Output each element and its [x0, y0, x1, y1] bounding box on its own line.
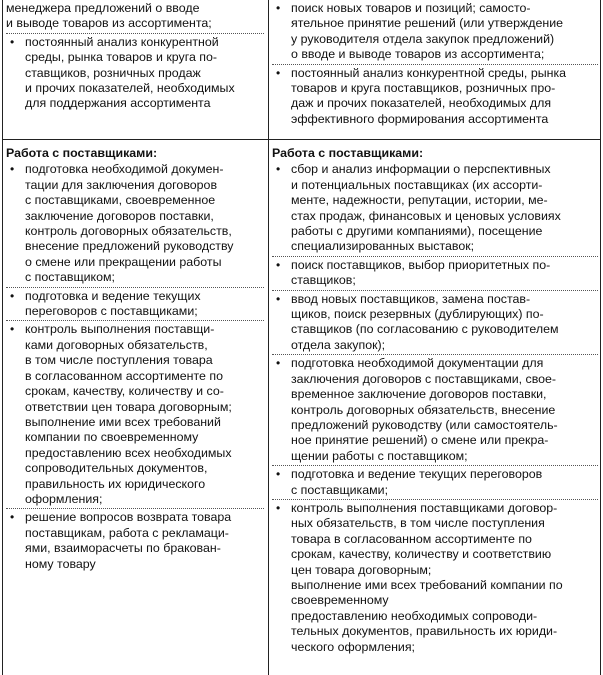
bullet-icon: • [276, 162, 281, 177]
table-border-left [2, 0, 3, 675]
list-item-text: поиск новых товаров и позиций; самосто- ятельное принятие решений (или утверждение у руководителя отдела закупок предложений) о вводе и выводе товаров из ассортимента; [291, 1, 564, 62]
bullet-icon: • [276, 291, 281, 306]
list-item [6, 322, 264, 507]
list-item-text: контроль выполнения поставщи- ками договорных обязательств, в том числе поступления товара в согласованном ассортименте по срокам, качеству, количеству и со- ответствии цен товара договорным; выполнение ими всех требований компании по своевременному предоставлению всех необходимых сопроводительных документов, правильность их юридического оформления; [25, 322, 232, 506]
item-separator [272, 499, 598, 500]
item-separator [6, 508, 264, 509]
bullet-icon: • [276, 65, 281, 80]
section-heading: Работа с поставщиками: [6, 146, 158, 160]
cell-top-left [6, 1, 264, 112]
item-separator [6, 320, 264, 321]
list-item [272, 258, 598, 289]
bullet-icon: • [10, 288, 15, 303]
cell-bottom-left [6, 146, 264, 572]
list-item [6, 289, 264, 320]
list-item-text: поиск поставщиков, выбор приоритетных по- ставщиков; [291, 257, 551, 288]
cell-top-right [272, 1, 598, 127]
list-item-text: решение вопросов возврата товара поставщикам, работа с рекламаци- ями, взаиморасчеты по бракован- ному товару [25, 510, 232, 571]
bullet-icon: • [10, 34, 15, 49]
item-separator [6, 33, 264, 34]
list-item-text: подготовка и ведение текущих переговоров с поставщиками; [291, 467, 543, 497]
list-item-text: постоянный анализ конкурентной среды, рынка товаров и круга поставщиков, розничных про- даж и прочих показателей, необходимых для эффективного формирования ассортимента [291, 65, 567, 126]
bullet-icon: • [276, 1, 281, 15]
list-item-text: подготовка и ведение текущих переговоров с поставщиками; [25, 288, 201, 319]
table-row-divider [2, 139, 601, 140]
section-heading: Работа с поставщиками: [272, 146, 424, 160]
bullet-icon: • [276, 257, 281, 272]
bullet-icon: • [10, 162, 15, 177]
table-border-middle [268, 0, 269, 675]
item-separator [272, 290, 598, 291]
list-item [6, 510, 264, 572]
bullet-icon: • [276, 500, 281, 515]
item-separator [272, 465, 598, 466]
list-item [6, 162, 264, 285]
bullet-icon: • [10, 322, 15, 337]
list-item [272, 162, 598, 254]
bullet-icon: • [276, 356, 281, 371]
bullet-icon: • [276, 467, 281, 482]
table-border-right [600, 0, 601, 675]
list-item-text: подготовка необходимой документации для заключения договоров с поставщиками, свое- временное заключение договоров поставки, контроль договорных обязательств, внесение предложений руководству (или самостоятель- ное принятие решений) о смене или прекра- щении работы с поставщиком; [291, 356, 558, 463]
list-item [272, 66, 598, 128]
bullet-icon: • [10, 510, 15, 525]
list-item [272, 1, 598, 63]
list-item-text: постоянный анализ конкурентной среды, рынка товаров и круга по- ставщиков, розничных продаж и прочих показателей, необходимых для поддержания ассортимента [25, 34, 235, 111]
list-item [272, 356, 598, 464]
cell-bottom-right [272, 146, 598, 655]
list-item-text: контроль выполнения поставщиками договор- ных обязательств, в том числе поступления товара в согласованном ассортименте по срокам, качеству, количеству и соответствию цен товара договорным; выполнение ими всех требований компании по своевременному предоставлению необходимых сопроводи- тельных документов, правильность их юриди- ческого оформления; [291, 500, 563, 654]
item-separator [272, 256, 598, 257]
list-item-text: ввод новых поставщиков, замена постав- щиков, поиск резервных (дублирующих) по- ставщиков (по согласованию с руководителем отдела закупок); [291, 291, 559, 352]
item-separator [6, 287, 264, 288]
list-item [272, 467, 598, 498]
item-separator [272, 354, 598, 355]
list-item [6, 35, 264, 112]
continued-text: менеджера предложений о вводе и выводе товаров из ассортимента; [6, 1, 212, 31]
item-separator [272, 64, 598, 65]
list-item [272, 292, 598, 354]
list-item-text: подготовка необходимой докумен- тации для заключения договоров с поставщиками, своевременное заключение договоров поставки, контроль договорных обязательств, внесение предложений руководству о смене или прекращении работы с поставщиком; [25, 162, 234, 285]
list-item [272, 501, 598, 655]
list-item-text: сбор и анализ информации о перспективных и потенциальных поставщиках (их ассорти- менте, надежности, репутации, истории, ме- стах продаж, финансовых и ценовых условиях работы с другими компаниями), посещение специализированных выставок; [291, 162, 561, 254]
